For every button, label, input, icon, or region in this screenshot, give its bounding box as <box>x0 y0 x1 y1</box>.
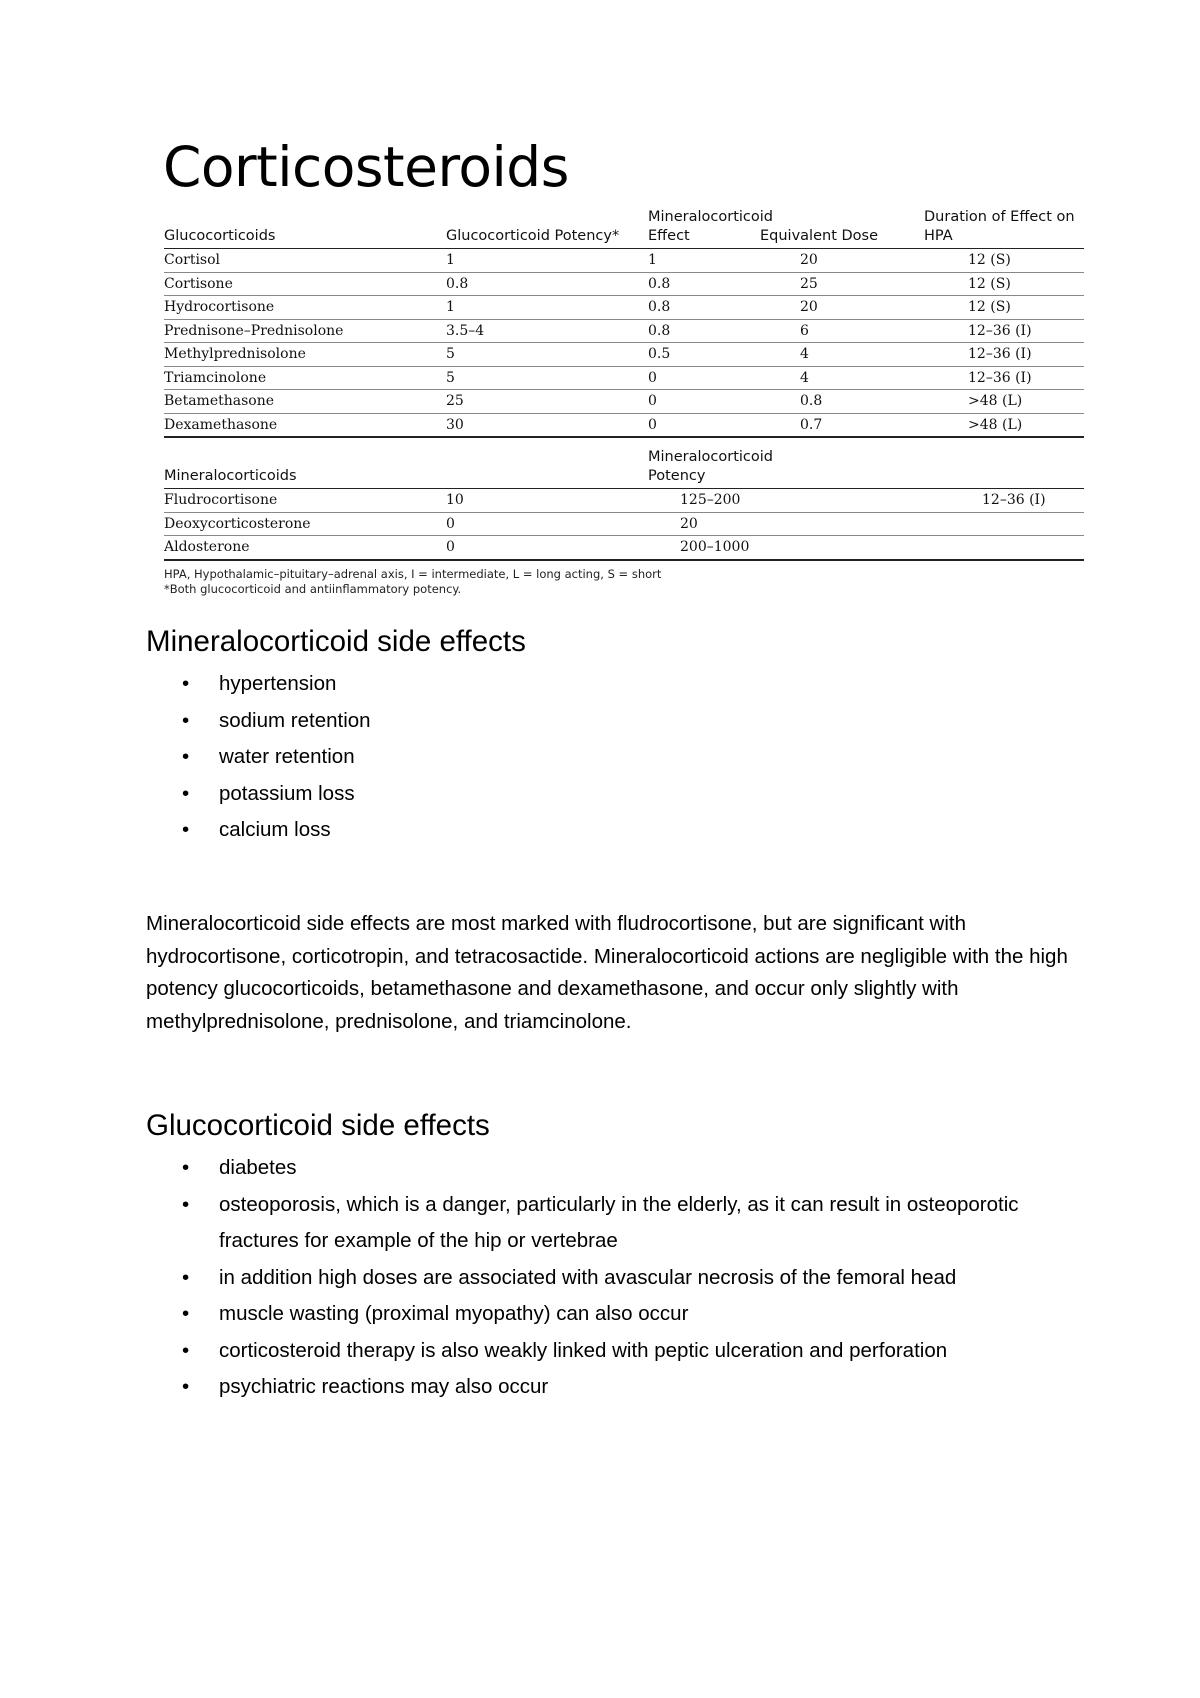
table-cell: 4 <box>800 346 809 362</box>
table-cell: Triamcinolone <box>164 369 267 386</box>
table-cell: 30 <box>446 416 464 433</box>
table-cell: Fludrocortisone <box>164 492 278 508</box>
table-cell: 4 <box>800 369 809 386</box>
table-cell: 200–1000 <box>680 539 750 555</box>
list-item-text: psychiatric reactions may also occur <box>219 1375 549 1398</box>
col-header-duration: Duration of Effect on HPA <box>924 209 1075 245</box>
table-row <box>164 413 1084 437</box>
glucocorticoid-rows <box>164 249 1084 436</box>
list-item-text: diabetes <box>219 1156 297 1179</box>
table-row <box>164 535 1084 559</box>
table-cell: Aldosterone <box>164 539 250 555</box>
list-item <box>146 1187 1046 1260</box>
table-cell: 0 <box>648 416 657 433</box>
table-cell: 1 <box>446 299 455 315</box>
table-cell: 12–36 (I) <box>968 369 1032 386</box>
col-header-mineralocorticoids: Mineralocorticoids <box>164 468 297 485</box>
col-header-mineralocorticoid-potency: Mineralocorticoid Potency <box>648 449 773 485</box>
list-item-text: corticosteroid therapy is also weakly linked with peptic ulceration and perforation <box>219 1338 948 1362</box>
col-header-glucocorticoid-potency: Glucocorticoid Potency* <box>446 228 620 245</box>
list-item <box>146 703 371 740</box>
list-item <box>146 1260 1046 1297</box>
table-cell: 20 <box>800 299 818 315</box>
table-cell: 10 <box>446 492 464 508</box>
page-title: Corticosteroids <box>163 135 569 199</box>
bullet-icon: • <box>182 818 190 841</box>
footnote-abbreviations: HPA, Hypothalamic–pituitary–adrenal axis, I = intermediate, L = long acting, S = short <box>164 566 662 581</box>
table-cell: 0 <box>446 539 455 555</box>
bullet-icon: • <box>182 1338 190 1362</box>
bullet-icon: • <box>182 672 190 695</box>
list-item <box>146 1333 1046 1370</box>
bullet-icon: • <box>182 1192 190 1216</box>
table-cell: 12 (S) <box>968 299 1011 315</box>
footnote-potency: *Both glucocorticoid and antiinflammatory potency. <box>164 582 462 597</box>
table-cell: 0.5 <box>648 346 671 362</box>
table-row <box>164 512 1084 536</box>
table-cell: 0.8 <box>648 275 671 292</box>
table-cell: 12 (S) <box>968 252 1011 268</box>
mineralocorticoid-side-effects-list <box>146 666 371 849</box>
table-cell: 125–200 <box>680 492 741 508</box>
mineralocorticoid-paragraph: Mineralocorticoid side effects are most marked with fludrocortisone, but are significant with hydrocortisone, corticotropin, and tetracosactide. Mineralocorticoid actions are negligible with the high potency glucocorticoids, betamethasone and dexamethasone, and occur only slightly with methylprednisolone, prednisolone, and triamcinolone. <box>146 912 1068 1033</box>
list-item-text: potassium loss <box>219 781 355 805</box>
mineralocorticoid-rows <box>164 489 1084 559</box>
list-item-text: osteoporosis, which is a danger, particularly in the elderly, as it can result in osteoporotic fractures for example of the hip or vertebrae <box>219 1192 1019 1252</box>
table-cell: 12–36 (I) <box>982 492 1046 508</box>
table-cell: 20 <box>680 515 698 532</box>
table-cell: 0 <box>446 515 455 532</box>
bullet-icon: • <box>182 1302 190 1325</box>
table-cell: Prednisone–Prednisolone <box>164 322 344 339</box>
table-cell: Cortisone <box>164 275 233 292</box>
table-cell: Betamethasone <box>164 393 275 409</box>
table-cell: 12–36 (I) <box>968 322 1032 339</box>
table-cell: 0 <box>648 393 657 409</box>
table-cell: Hydrocortisone <box>164 299 275 315</box>
glucocorticoid-heading: Glucocorticoid side effects <box>146 1109 490 1142</box>
table-cell: 5 <box>446 346 455 362</box>
list-item-text: calcium loss <box>219 818 331 841</box>
list-item <box>146 776 371 813</box>
bullet-icon: • <box>182 708 190 732</box>
table-row <box>164 366 1084 390</box>
list-item-text: water retention <box>219 745 355 768</box>
mineral-table-header <box>164 446 1084 488</box>
table-cell: Methylprednisolone <box>164 346 306 362</box>
table-cell: 0.8 <box>446 275 469 292</box>
table-bottom-rule <box>164 559 1084 561</box>
table-cell: Dexamethasone <box>164 416 278 433</box>
list-item <box>146 1150 1046 1187</box>
list-item-text: in addition high doses are associated with avascular necrosis of the femoral head <box>219 1265 957 1289</box>
table-cell: 25 <box>446 393 464 409</box>
list-item-text: sodium retention <box>219 708 371 732</box>
bullet-icon: • <box>182 1156 190 1179</box>
glucocorticoid-side-effects-list <box>146 1150 1046 1406</box>
table-cell: 3.5–4 <box>446 322 485 339</box>
table-row <box>164 319 1084 343</box>
bullet-icon: • <box>182 781 190 805</box>
table-cell: Deoxycorticosterone <box>164 515 311 532</box>
table-row <box>164 342 1084 366</box>
table-cell: 12–36 (I) <box>968 346 1032 362</box>
table-header <box>164 206 1084 248</box>
bullet-icon: • <box>182 745 190 768</box>
col-header-equivalent-dose: Equivalent Dose <box>760 228 878 245</box>
table-row <box>164 489 1084 512</box>
list-item <box>146 1369 1046 1406</box>
table-cell: 0.8 <box>800 393 823 409</box>
table-cell: 0.7 <box>800 416 823 433</box>
table-cell: Cortisol <box>164 252 221 268</box>
list-item <box>146 666 371 703</box>
bullet-icon: • <box>182 1375 190 1398</box>
bullet-icon: • <box>182 1265 190 1289</box>
table-row <box>164 249 1084 272</box>
col-header-mineralocorticoid-effect: Mineralocorticoid Effect <box>648 209 773 245</box>
table-cell: 1 <box>446 252 455 268</box>
list-item <box>146 1296 1046 1333</box>
list-item-text: hypertension <box>219 672 337 695</box>
corticosteroid-table <box>164 206 1084 598</box>
table-cell: 1 <box>648 252 657 268</box>
list-item <box>146 739 371 776</box>
table-cell: 0.8 <box>648 322 671 339</box>
section-rule <box>164 436 1084 438</box>
table-cell: 0.8 <box>648 299 671 315</box>
table-cell: 6 <box>800 322 809 339</box>
table-row <box>164 389 1084 413</box>
col-header-glucocorticoids: Glucocorticoids <box>164 228 276 245</box>
list-item <box>146 812 371 849</box>
table-cell: 0 <box>648 369 657 386</box>
table-cell: 25 <box>800 275 818 292</box>
list-item-text: muscle wasting (proximal myopathy) can also occur <box>219 1302 689 1325</box>
mineralocorticoid-heading: Mineralocorticoid side effects <box>146 625 526 658</box>
table-footnotes <box>164 567 1084 598</box>
table-cell: >48 (L) <box>968 393 1023 409</box>
table-row <box>164 295 1084 319</box>
table-cell: 20 <box>800 252 818 268</box>
table-cell: 5 <box>446 369 455 386</box>
table-cell: >48 (L) <box>968 416 1023 433</box>
table-row <box>164 272 1084 296</box>
table-cell: 12 (S) <box>968 275 1011 292</box>
